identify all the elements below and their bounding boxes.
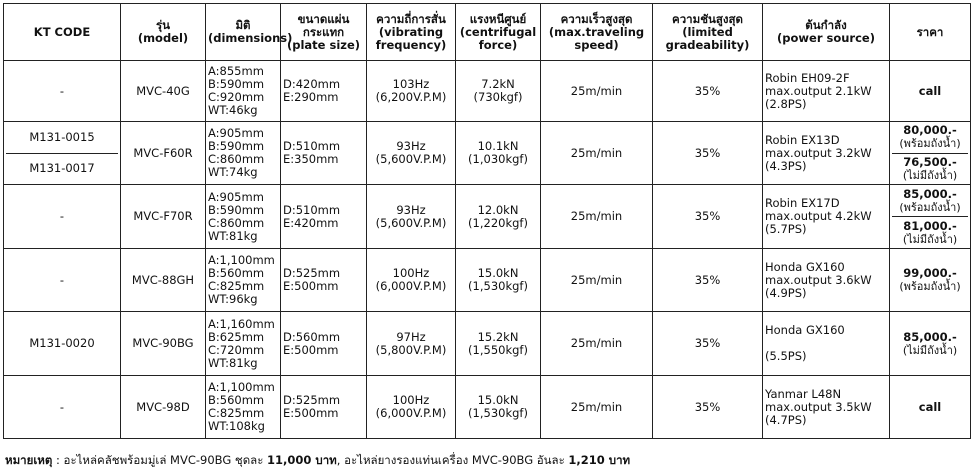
price-value: 80,000.- <box>903 123 957 138</box>
power-line: (5.7PS) <box>765 222 807 236</box>
price-entry <box>892 153 968 185</box>
gradeability-cell <box>653 122 763 185</box>
force-line: (730kgf) <box>473 90 523 104</box>
kt-code: - <box>59 83 65 98</box>
kt-code-cell <box>4 249 121 312</box>
column-header-line: ต้นกำลัง <box>805 18 847 32</box>
power-line: Honda GX160 <box>765 259 845 274</box>
price-note: (พร้อมถังน้ำ) <box>899 137 961 151</box>
gradeability-cell <box>653 376 763 439</box>
column-header-line: (dimensions) <box>208 31 293 45</box>
column-header <box>653 4 763 61</box>
dimension-line: C:825mm <box>208 406 265 420</box>
speed-cell <box>541 122 653 185</box>
column-header-line: ราคา <box>916 24 944 39</box>
dimension-line: A:905mm <box>208 189 264 204</box>
power-line: max.output 4.2kW <box>765 209 872 223</box>
model-name: MVC-F70R <box>133 209 193 223</box>
dimension-line: A:1,100mm <box>208 253 275 267</box>
force-line: 10.1kN <box>477 139 519 153</box>
power-line: max.output 2.1kW <box>765 83 872 98</box>
column-header-line: ขนาดแผ่น <box>297 11 350 26</box>
speed-value: 25m/min <box>570 209 623 223</box>
force-cell <box>456 122 541 185</box>
speed-cell <box>541 185 653 249</box>
plate-line: D:525mm <box>283 393 341 407</box>
speed-value: 25m/min <box>570 399 623 414</box>
price-stack <box>892 376 968 438</box>
dimension-line: WT:74kg <box>208 165 258 179</box>
plate-size-cell <box>281 61 367 122</box>
speed-value: 25m/min <box>570 272 623 287</box>
column-header-line: force) <box>478 37 518 52</box>
model-cell <box>121 122 206 185</box>
price-value: 85,000.- <box>903 329 957 344</box>
kt-code-cell <box>4 122 121 185</box>
dimension-line: WT:81kg <box>208 355 258 370</box>
plate-line: E:500mm <box>283 342 339 357</box>
frequency-cell <box>367 61 456 122</box>
dimension-line: C:920mm <box>208 90 265 104</box>
speed-cell <box>541 61 653 122</box>
column-header-line: (vibrating <box>378 24 444 39</box>
model-cell <box>121 249 206 312</box>
speed-cell <box>541 312 653 376</box>
dimensions-cell <box>206 122 281 185</box>
plate-size-cell <box>281 122 367 185</box>
kt-code: M131-0015 <box>29 129 95 144</box>
power-line: (2.8PS) <box>765 96 807 111</box>
column-header-line: รุ่น <box>155 18 171 32</box>
gradeability-cell <box>653 61 763 122</box>
force-line: (1,220kgf) <box>468 215 528 230</box>
power-line: Robin EH09-2F <box>765 70 850 85</box>
footnote-amount-1: 11,000 บาท <box>267 453 337 467</box>
plate-line: E:500mm <box>283 279 339 293</box>
kt-code: - <box>59 209 65 223</box>
header-row <box>4 4 971 61</box>
table-row <box>4 61 971 122</box>
model-name: MVC-88GH <box>131 272 195 287</box>
column-header <box>763 4 890 61</box>
table-row <box>4 312 971 376</box>
column-header-line: KT CODE <box>33 24 91 39</box>
power-source-cell <box>763 185 890 249</box>
price-entry <box>892 216 968 248</box>
price-value: 81,000.- <box>903 218 957 233</box>
model-name: MVC-90BG <box>132 336 194 350</box>
force-line: (1,030kgf) <box>468 152 528 166</box>
dimension-line: A:905mm <box>208 126 264 140</box>
frequency-line: 100Hz <box>392 266 430 280</box>
plate-size-cell <box>281 376 367 439</box>
gradeability-value: 35% <box>694 336 721 350</box>
price-note: (ไม่มีถังน้ำ) <box>902 343 958 357</box>
force-cell <box>456 249 541 312</box>
column-header <box>281 4 367 61</box>
table-row <box>4 122 971 185</box>
column-header <box>890 4 971 61</box>
table-row <box>4 376 971 439</box>
frequency-line: (5,800V.P.M) <box>375 342 447 357</box>
price-cell <box>890 376 971 439</box>
plate-line: D:510mm <box>283 139 341 153</box>
column-header-line: (centrifugal <box>459 24 537 39</box>
price-value: 85,000.- <box>903 186 957 201</box>
kt-code: - <box>59 399 65 414</box>
model-name: MVC-40G <box>136 83 190 98</box>
dimensions-cell <box>206 185 281 249</box>
power-source-cell <box>763 312 890 376</box>
power-line: Robin EX17D <box>765 196 840 210</box>
column-header-line: กระแทก <box>302 24 345 39</box>
price-value: call <box>918 399 942 414</box>
column-header <box>206 4 293 61</box>
column-header-line: มิติ <box>235 18 251 32</box>
model-cell <box>121 376 206 439</box>
price-entry <box>892 185 968 216</box>
power-line: max.output 3.2kW <box>765 145 872 160</box>
column-header-line: gradeability) <box>665 37 750 52</box>
price-note: (ไม่มีถังน้ำ) <box>902 232 958 246</box>
gradeability-cell <box>653 185 763 249</box>
table-row <box>4 185 971 249</box>
price-note: (ไม่มีถังน้ำ) <box>902 168 958 182</box>
gradeability-value: 35% <box>694 399 721 414</box>
speed-cell <box>541 376 653 439</box>
kt-code: M131-0017 <box>6 153 118 185</box>
plate-size-cell <box>281 185 367 249</box>
force-cell <box>456 376 541 439</box>
price-cell <box>890 312 971 376</box>
price-cell <box>890 122 971 185</box>
column-header <box>121 4 206 61</box>
frequency-line: (6,000V.P.M) <box>375 279 447 293</box>
footnote-label: หมายเหตุ <box>5 453 53 467</box>
frequency-cell <box>367 185 456 249</box>
dimensions-cell <box>206 61 281 122</box>
footnote-text-1: อะไหล่คลัชพร้อมมู่เล่ MVC-90BG ชุดละ <box>63 453 268 467</box>
dimension-line: B:560mm <box>208 393 265 407</box>
model-name: MVC-F60R <box>133 145 193 160</box>
power-source-cell <box>763 376 890 439</box>
frequency-line: 93Hz <box>396 202 426 217</box>
dimensions-cell <box>206 376 281 439</box>
gradeability-cell <box>653 312 763 376</box>
price-cell <box>890 61 971 122</box>
power-line: (4.9PS) <box>765 285 807 300</box>
price-note: (พร้อมถังน้ำ) <box>899 280 961 293</box>
plate-line: E:500mm <box>283 406 339 420</box>
price-entry <box>892 312 968 375</box>
column-header-line: ความเร็วสูงสุด <box>560 11 633 26</box>
price-stack <box>892 61 968 121</box>
price-cell <box>890 249 971 312</box>
plate-line: D:525mm <box>283 266 341 280</box>
column-header <box>541 4 653 61</box>
price-stack <box>892 249 968 311</box>
column-header-line: ความถี่การสั่น <box>376 11 446 26</box>
power-line: (4.3PS) <box>765 158 807 173</box>
power-source-cell <box>763 249 890 312</box>
dimension-line: B:590mm <box>208 202 265 217</box>
power-line: Honda GX160 <box>765 323 845 337</box>
column-header <box>4 4 121 61</box>
kt-code-cell <box>4 312 121 376</box>
frequency-cell <box>367 249 456 312</box>
plate-line: D:510mm <box>283 202 341 217</box>
kt-code-cell <box>4 185 121 249</box>
dimension-line: C:860mm <box>208 152 265 166</box>
frequency-cell <box>367 122 456 185</box>
dimension-line: A:1,160mm <box>208 316 275 331</box>
dimension-line: B:560mm <box>208 266 265 280</box>
power-line: (4.7PS) <box>765 412 807 427</box>
kt-code-cell <box>4 376 121 439</box>
gradeability-value: 35% <box>694 272 721 287</box>
dimension-line: C:720mm <box>208 342 265 357</box>
column-header-line: (max.traveling <box>548 24 645 39</box>
kt-code-stack <box>6 122 118 184</box>
gradeability-value: 35% <box>694 145 721 160</box>
dimension-line: A:1,100mm <box>208 380 275 394</box>
price-stack <box>892 185 968 248</box>
dimension-line: B:625mm <box>208 329 265 344</box>
column-header-line: ความชันสูงสุด <box>672 11 743 26</box>
dimensions-cell <box>206 249 281 312</box>
speed-value: 25m/min <box>570 83 623 98</box>
price-stack <box>892 312 968 375</box>
footnote-amount-2: 1,210 บาท <box>568 453 631 467</box>
frequency-line: 103Hz <box>392 77 430 91</box>
frequency-line: 93Hz <box>396 139 426 153</box>
kt-code: - <box>59 272 65 287</box>
kt-code-cell <box>4 61 121 122</box>
plate-size-cell <box>281 249 367 312</box>
plate-line: E:290mm <box>283 90 339 104</box>
footnote-sep: : <box>52 453 64 467</box>
power-source-cell <box>763 61 890 122</box>
price-value: 99,000.- <box>903 266 957 280</box>
power-line: Robin EX13D <box>765 132 840 147</box>
force-line: (1,550kgf) <box>468 342 528 357</box>
frequency-line: 100Hz <box>392 393 430 407</box>
force-cell <box>456 185 541 249</box>
column-header-line: (plate size) <box>286 37 361 52</box>
column-header-line: แรงหนีศูนย์ <box>469 11 527 26</box>
force-line: 15.0kN <box>477 393 519 407</box>
power-line: max.output 3.6kW <box>765 272 872 287</box>
speed-value: 25m/min <box>570 145 623 160</box>
dimension-line: WT:46kg <box>208 103 258 117</box>
power-line: max.output 3.5kW <box>765 399 872 414</box>
price-value: call <box>918 83 942 98</box>
column-header <box>456 4 541 61</box>
power-source-cell <box>763 122 890 185</box>
column-header-line: speed) <box>574 37 619 52</box>
force-cell <box>456 312 541 376</box>
frequency-line: (5,600V.P.M) <box>375 152 447 166</box>
plate-line: E:420mm <box>283 215 339 230</box>
column-header-line: (limited <box>682 24 733 39</box>
price-stack <box>892 122 968 184</box>
model-cell <box>121 61 206 122</box>
gradeability-cell <box>653 249 763 312</box>
plate-line: E:350mm <box>283 152 339 166</box>
frequency-line: (5,600V.P.M) <box>375 215 447 230</box>
frequency-cell <box>367 376 456 439</box>
footnote <box>5 452 630 470</box>
speed-cell <box>541 249 653 312</box>
price-entry <box>892 122 968 153</box>
dimension-line: WT:108kg <box>208 419 265 433</box>
frequency-cell <box>367 312 456 376</box>
column-header <box>367 4 456 61</box>
gradeability-value: 35% <box>694 209 721 223</box>
dimensions-cell <box>206 312 281 376</box>
footnote-text-2: , อะไหล่ยางรองแท่นเครื่อง MVC-90BG อันละ <box>336 453 569 467</box>
force-line: (1,530kgf) <box>468 406 528 420</box>
dimension-line: B:590mm <box>208 139 265 153</box>
power-line: Yanmar L48N <box>765 386 842 401</box>
force-line: 15.2kN <box>477 329 519 344</box>
frequency-line: 97Hz <box>396 329 426 344</box>
kt-code: M131-0020 <box>29 336 95 350</box>
column-header-line: (power source) <box>777 31 875 45</box>
plate-line: D:560mm <box>283 329 341 344</box>
frequency-line: (6,000V.P.M) <box>375 406 447 420</box>
force-cell <box>456 61 541 122</box>
dimension-line: C:825mm <box>208 279 265 293</box>
model-cell <box>121 185 206 249</box>
model-cell <box>121 312 206 376</box>
frequency-line: (6,200V.P.M) <box>375 90 447 104</box>
dimension-line: B:590mm <box>208 77 265 91</box>
plate-size-cell <box>281 312 367 376</box>
price-cell <box>890 185 971 249</box>
plate-line: D:420mm <box>283 77 341 91</box>
dimension-line: C:860mm <box>208 215 265 230</box>
force-line: 15.0kN <box>477 266 519 280</box>
price-entry <box>892 61 968 121</box>
gradeability-value: 35% <box>694 83 721 98</box>
price-entry <box>892 249 968 311</box>
price-value: 76,500.- <box>903 154 957 169</box>
power-line: (5.5PS) <box>765 349 807 363</box>
price-note: (พร้อมถังน้ำ) <box>899 200 961 214</box>
column-header-line: (model) <box>137 31 189 45</box>
dimension-line: A:855mm <box>208 64 264 78</box>
speed-value: 25m/min <box>570 336 623 350</box>
force-line: 12.0kN <box>477 202 519 217</box>
model-name: MVC-98D <box>136 399 190 414</box>
price-entry <box>892 376 968 438</box>
force-line: (1,530kgf) <box>468 279 528 293</box>
column-header-line: frequency) <box>375 37 447 52</box>
table-row <box>4 249 971 312</box>
dimension-line: WT:96kg <box>208 292 258 306</box>
force-line: 7.2kN <box>481 77 515 91</box>
dimension-line: WT:81kg <box>208 228 258 243</box>
spec-table <box>3 3 971 439</box>
